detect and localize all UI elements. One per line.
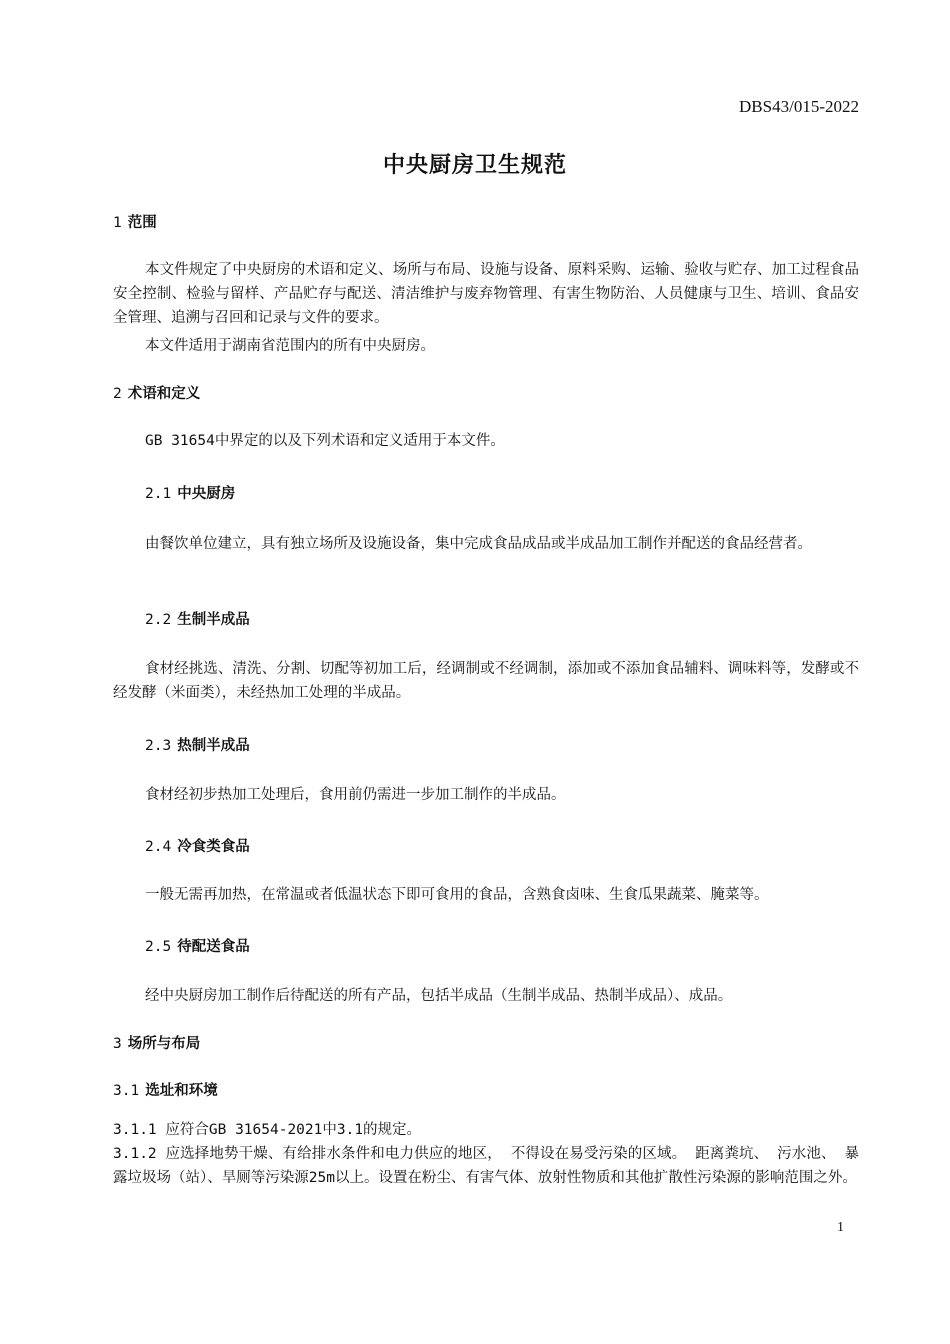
term-number: 2.3 (145, 738, 172, 754)
term-2-5-definition: 经中央厨房加工制作后待配送的所有产品，包括半成品（生制半成品、热制半成品）、成品。 (145, 988, 733, 1004)
section-number: 1 (113, 215, 122, 231)
term-number: 2.4 (145, 839, 172, 855)
section-1-heading (113, 211, 157, 232)
section-title: 术语和定义 (127, 386, 201, 402)
page-number: 1 (837, 1220, 844, 1235)
document-code: DBS43/015-2022 (739, 97, 859, 116)
term-title: 生制半成品 (177, 612, 250, 628)
term-number: 2.1 (145, 486, 172, 502)
term-title: 待配送食品 (177, 939, 250, 955)
term-title: 热制半成品 (177, 738, 250, 754)
term-2-1-heading (145, 482, 235, 503)
term-2-4-heading (145, 835, 250, 856)
term-2-2-definition: 食材经挑选、清洗、分割、切配等初加工后，经调制或不经调制，添加或不添加食品辅料、调味料等，发酵或不经发酵（米面类），未经热加工处理的半成品。 (113, 661, 859, 701)
subsection-number: 3.1 (113, 1083, 140, 1099)
clause-3-1-1: 3.1.1 应符合GB 31654-2021中3.1的规定。 (113, 1122, 422, 1138)
term-number: 2.5 (145, 939, 172, 955)
term-2-4-definition: 一般无需再加热，在常温或者低温状态下即可食用的食品，含熟食卤味、生食瓜果蔬菜、腌菜等。 (145, 887, 769, 903)
term-title: 中央厨房 (177, 486, 236, 502)
term-2-5-heading (145, 935, 250, 956)
term-2-3-definition: 食材经初步热加工处理后，食用前仍需进一步加工制作的半成品。 (145, 787, 566, 803)
paragraph-scope-1: 本文件规定了中央厨房的术语和定义、场所与布局、设施与设备、原料采购、运输、验收与贮存、加工过程食品安全控制、检验与留样、产品贮存与配送、清洁维护与废弃物管理、有害生物防治、人员健康与卫生、培训、食品安全管理、追溯与召回和记录与文件的要求。 (113, 262, 859, 326)
clause-3-1-2: 3.1.2 应选择地势干燥、有给排水条件和电力供应的地区， 不得设在易受污染的区域。 距离粪坑、 污水池、 暴露垃圾场（站）、旱厕等污染源25m以上。设置在粉尘、有害气体、放射性物质和其他扩散性污染源的影响范围之外。 (113, 1146, 859, 1186)
document-title: 中央厨房卫生规范 (382, 153, 567, 178)
term-2-1-definition: 由餐饮单位建立，具有独立场所及设施设备，集中完成食品成品或半成品加工制作并配送的食品经营者。 (145, 536, 812, 552)
section-2-heading (113, 382, 200, 403)
section-number: 3 (113, 1036, 122, 1052)
section-3-1-heading (113, 1079, 218, 1100)
paragraph-scope-2: 本文件适用于湖南省范围内的所有中央厨房。 (145, 338, 435, 354)
section-title: 范围 (127, 215, 157, 231)
subsection-title: 选址和环境 (145, 1083, 218, 1099)
term-2-2-heading (145, 608, 250, 629)
section-number: 2 (113, 386, 122, 402)
term-title: 冷食类食品 (177, 839, 250, 855)
term-number: 2.2 (145, 612, 172, 628)
section-title: 场所与布局 (127, 1036, 201, 1052)
section-3-heading (113, 1032, 200, 1053)
term-2-3-heading (145, 734, 250, 755)
paragraph-terms-intro: GB 31654中界定的以及下列术语和定义适用于本文件。 (145, 433, 505, 449)
